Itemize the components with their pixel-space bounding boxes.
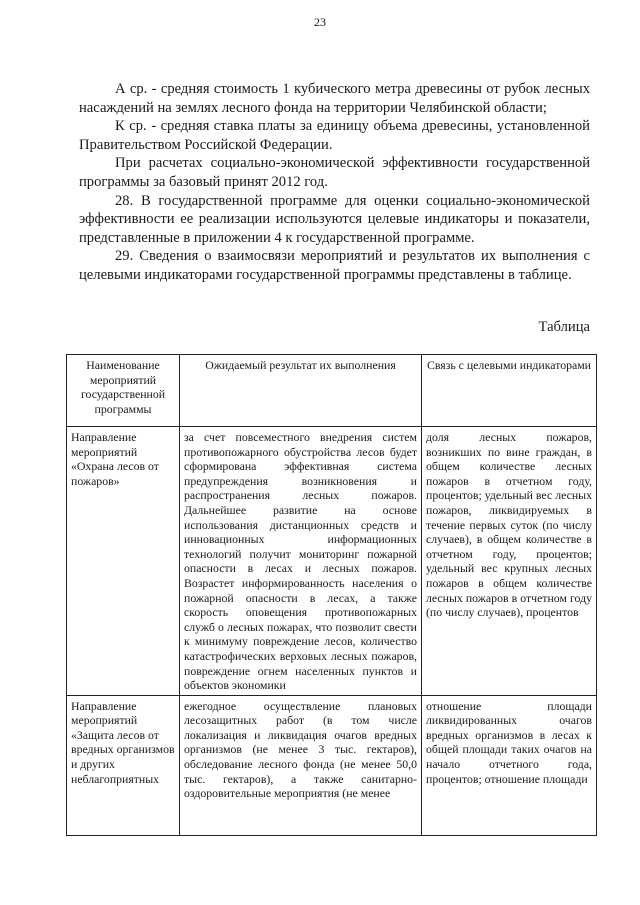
measures-table [66, 354, 597, 836]
column-header-result: Ожидаемый результат их выполнения [180, 355, 422, 427]
table-row [67, 695, 597, 835]
paragraph: 29. Сведения о взаимосвязи мероприятий и результатов их выполнения с целевыми индикаторами государственной программы представлены в таблице. [79, 248, 590, 283]
paragraph: К ср. - средняя ставка платы за единицу объема древесины, установленной Правительством Российской Федерации. [79, 118, 590, 153]
body-text [79, 80, 590, 285]
paragraph: При расчетах социально-экономической эффективности государственной программы за базовый принят 2012 год. [79, 155, 590, 190]
table-header-row [67, 355, 597, 427]
measure-name-cell: Направление мероприятий «Охрана лесов от пожаров» [67, 427, 180, 696]
table-caption: Таблица [538, 319, 590, 335]
paragraph: А ср. - средняя стоимость 1 кубического метра древесины от рубок лесных насаждений на землях лесного фонда на территории Челябинской области; [79, 81, 590, 116]
indicator-link-cell: отношение площади ликвидированных очагов вредных организмов в лесах к общей площади таких очагов на начало отчетного года, процентов; отношение площади [422, 695, 597, 835]
measure-name-cell: Направление мероприятий «Защита лесов от вредных организмов и других неблагоприятных [67, 695, 180, 835]
column-header-measures: Наименование мероприятий государственной программы [67, 355, 180, 427]
expected-result-cell: ежегодное осуществление плановых лесозащитных работ (в том числе локализация и ликвидация очагов вредных организмов (не менее 3 тыс. гектаров), обследование лесного фонда (не менее 50,0 тыс. гектаров), а также санитарно-оздоровительные мероприятия (не менее [180, 695, 422, 835]
page-number: 23 [314, 15, 326, 29]
paragraph: 28. В государственной программе для оценки социально-экономической эффективности ее реализации используются целевые индикаторы и показатели, представленные в приложении 4 к государственной программе. [79, 192, 590, 246]
table-row [67, 427, 597, 696]
expected-result-cell: за счет повсеместного внедрения систем противопожарного обустройства лесов будет сформирована эффективная система предупреждения возникновения и распространения лесных пожаров. Дальнейшее развитие на основе использования дистанционных средств и инновационных информационных технологий получит мониторинг пожарной опасности в лесах и лесных пожаров. Возрастет информированность населения о пожарной опасности в лесах, а также скорость оповещения противопожарных служб о лесных пожарах, что позволит свести к минимуму повреждение лесов, количество катастрофических верховых лесных пожаров, повреждение огнем населенных пунктов и объектов экономики [180, 427, 422, 696]
indicator-link-cell: доля лесных пожаров, возникших по вине граждан, в общем количестве лесных пожаров в отчетном году, процентов; удельный вес лесных пожаров, ликвидируемых в течение первых суток (по числу случаев), в общем количестве в отчетном году, процентов; удельный вес крупных лесных пожаров в общем количестве лесных пожаров в отчетном году (по числу случаев), процентов [422, 427, 597, 696]
column-header-indicators: Связь с целевыми индикаторами [422, 355, 597, 427]
